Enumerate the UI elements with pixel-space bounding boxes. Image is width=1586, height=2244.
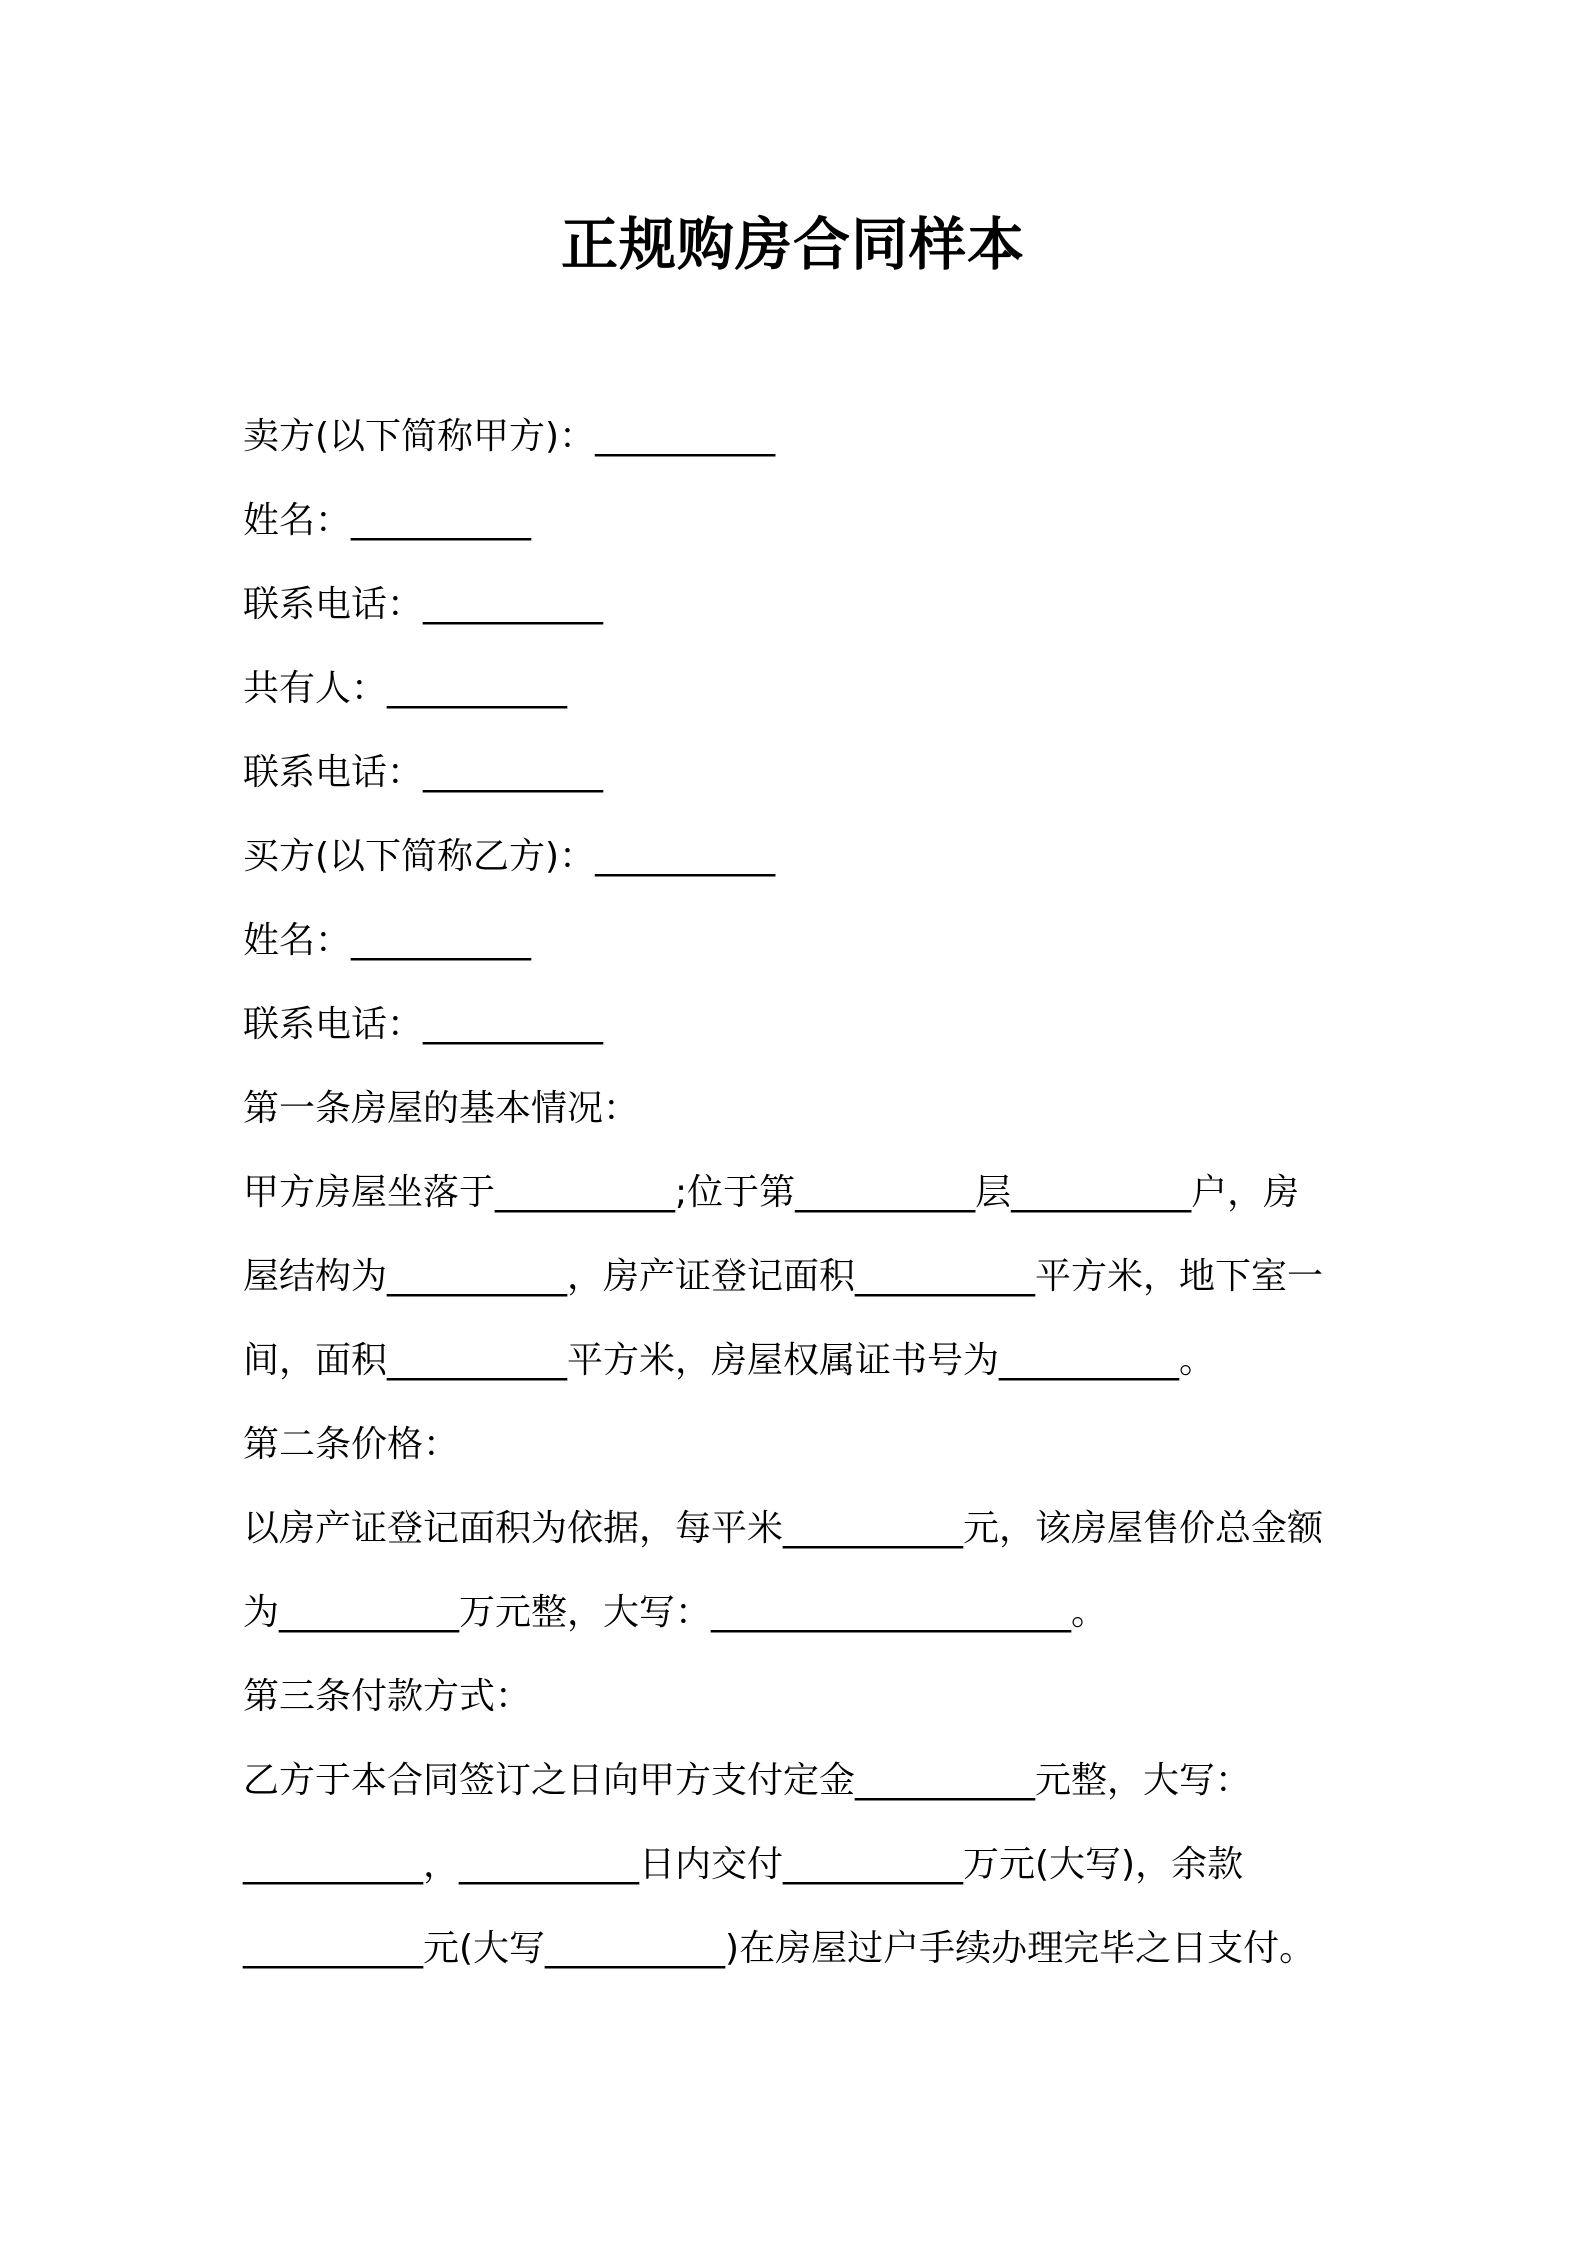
article-3-text-line-1: 乙方于本合同签订之日向甲方支付定金__________元整，大写： — [243, 1760, 1252, 1801]
seller-name-line: 姓名：__________ — [243, 500, 532, 541]
co-owner-phone-line: 联系电话：__________ — [243, 752, 604, 793]
buyer-phone-line: 联系电话：__________ — [243, 1004, 604, 1045]
article-1-text-line-2: 屋结构为__________，房产证登记面积__________平方米，地下室一 — [243, 1256, 1324, 1297]
buyer-name-line: 姓名：__________ — [243, 920, 532, 961]
article-2-text-line-2: 为__________万元整，大写：____________________。 — [243, 1592, 1108, 1633]
seller-line: 卖方(以下简称甲方)：__________ — [243, 416, 776, 457]
seller-phone-line: 联系电话：__________ — [243, 584, 604, 625]
document-body — [243, 395, 1363, 1991]
article-1-text-line-3: 间，面积__________平方米，房屋权属证书号为__________。 — [243, 1340, 1216, 1381]
article-3-heading: 第三条付款方式： — [243, 1676, 532, 1717]
document-title: 正规购房合同样本 — [561, 212, 1025, 278]
buyer-line: 买方(以下简称乙方)：__________ — [243, 836, 776, 877]
article-1-heading: 第一条房屋的基本情况： — [243, 1088, 640, 1129]
article-3-text-line-2: __________，__________日内交付__________万元(大写)，余款 — [243, 1844, 1244, 1885]
article-3-text-line-3: __________元(大写__________)在房屋过户手续办理完毕之日支付。 — [243, 1928, 1316, 1969]
article-1-text-line-1: 甲方房屋坐落于__________;位于第__________层__________户，房 — [243, 1172, 1300, 1213]
article-2-heading: 第二条价格： — [243, 1424, 460, 1465]
co-owner-line: 共有人：__________ — [243, 668, 568, 709]
article-2-text-line-1: 以房产证登记面积为依据，每平米__________元，该房屋售价总金额 — [243, 1508, 1324, 1549]
